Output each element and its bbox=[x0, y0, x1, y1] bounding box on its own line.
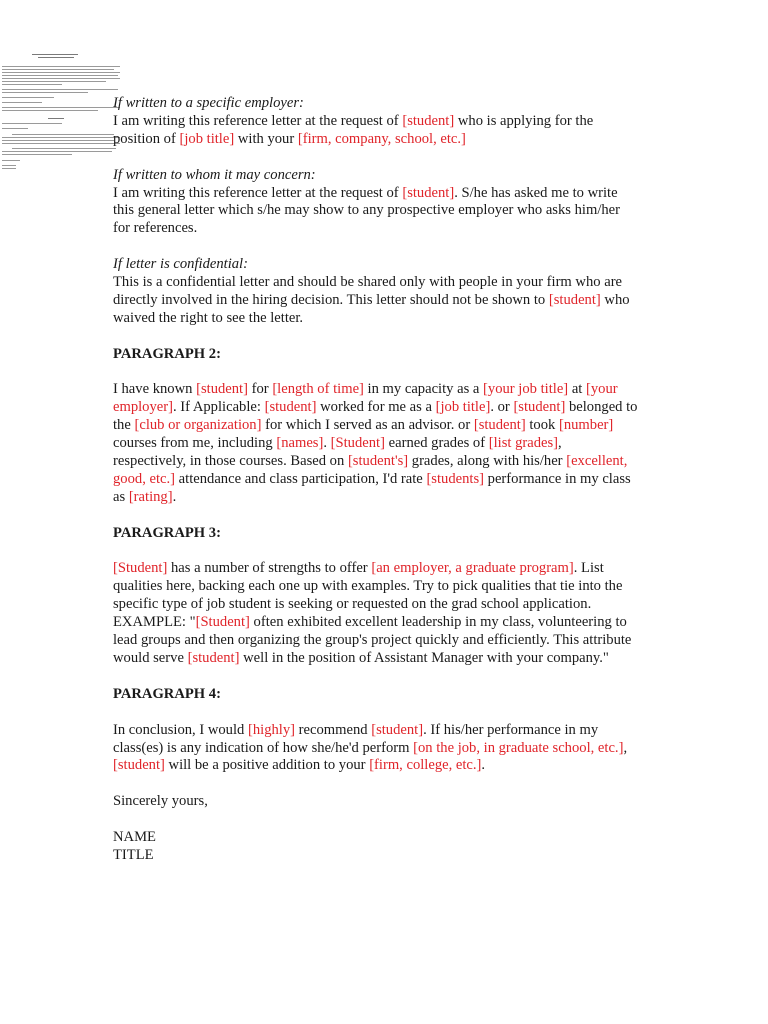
placeholder-text: [student] bbox=[513, 399, 566, 416]
placeholder-text: [Student] bbox=[195, 614, 250, 631]
placeholder-text: [excellent, bbox=[566, 453, 628, 470]
thumbnail-line bbox=[2, 81, 106, 82]
placeholder-text: [firm, company, school, etc.] bbox=[297, 130, 466, 147]
text-line bbox=[113, 578, 673, 596]
body-text: In conclusion, I would bbox=[113, 721, 248, 738]
text-line bbox=[113, 489, 673, 507]
placeholder-text: [your bbox=[586, 381, 618, 398]
text-line bbox=[113, 632, 673, 650]
body-text: courses from me, including bbox=[113, 435, 277, 452]
text-line bbox=[113, 614, 673, 632]
thumbnail-line bbox=[2, 107, 120, 108]
confidential-text bbox=[113, 274, 673, 328]
text-line bbox=[113, 202, 673, 220]
placeholder-text: [an employer, a graduate program] bbox=[371, 560, 574, 577]
text-line bbox=[113, 131, 673, 149]
thumbnail-line bbox=[2, 97, 54, 98]
body-text: will be a positive addition to your bbox=[164, 757, 370, 774]
paragraph-2-text bbox=[113, 381, 673, 506]
thumbnail-line bbox=[2, 72, 120, 73]
body-text: often exhibited excellent leadership in my class, volunteering to bbox=[249, 614, 627, 631]
thumbnail-line bbox=[2, 75, 118, 76]
body-text: who bbox=[600, 291, 630, 308]
body-text: . If Applicable: bbox=[172, 399, 265, 416]
employer-heading: If written to a specific employer: bbox=[113, 95, 304, 111]
thumbnail-line bbox=[2, 89, 118, 90]
thumbnail-line bbox=[2, 137, 120, 138]
thumbnail-line bbox=[2, 168, 16, 169]
body-text: I am writing this reference letter at the request of bbox=[113, 184, 403, 201]
body-text: would serve bbox=[113, 650, 188, 666]
placeholder-text: good, etc.] bbox=[113, 470, 176, 487]
body-text: who is applying for the bbox=[454, 112, 594, 129]
body-text: the bbox=[113, 417, 135, 434]
placeholder-text: [student's] bbox=[347, 453, 409, 470]
thumbnail-line bbox=[2, 66, 120, 67]
placeholder-text: employer] bbox=[113, 399, 173, 416]
confidential-heading: If letter is confidential: bbox=[113, 256, 248, 273]
body-text: . bbox=[323, 435, 331, 452]
placeholder-text: [student] bbox=[402, 112, 455, 129]
body-text: well in the position of Assistant Manager with your company." bbox=[239, 650, 609, 666]
thumbnail-line bbox=[2, 123, 62, 124]
placeholder-text: [rating] bbox=[128, 488, 173, 505]
text-line bbox=[113, 113, 673, 131]
body-text: I have known bbox=[113, 381, 197, 398]
text-line bbox=[113, 292, 673, 310]
body-text: specific type of job student is seeking or requested on the grad school application. bbox=[113, 596, 592, 613]
body-text: took bbox=[525, 417, 559, 434]
thumbnail-line bbox=[12, 148, 116, 149]
body-text: . S/he has asked me to write bbox=[454, 184, 618, 201]
paragraph-2-heading: PARAGRAPH 2: bbox=[113, 345, 221, 362]
placeholder-text: [job title] bbox=[435, 399, 491, 416]
thumbnail-line bbox=[2, 160, 20, 161]
text-line bbox=[113, 453, 673, 471]
thumbnail-line bbox=[2, 154, 72, 155]
text-line bbox=[113, 650, 673, 668]
body-text: in my capacity as a bbox=[363, 381, 484, 398]
body-text: . or bbox=[490, 399, 514, 416]
placeholder-text: [length of time] bbox=[272, 381, 364, 398]
placeholder-text: [job title] bbox=[179, 130, 235, 147]
text-line bbox=[113, 757, 673, 775]
concern-text bbox=[113, 185, 673, 239]
thumbnail-line bbox=[2, 92, 88, 93]
thumbnail-line bbox=[2, 165, 16, 166]
text-line bbox=[113, 740, 673, 758]
body-text: recommend bbox=[295, 721, 372, 738]
body-text: directly involved in the hiring decision. This letter should not be shown to bbox=[113, 291, 549, 308]
body-text: grades, along with his/her bbox=[408, 453, 567, 470]
thumbnail-line bbox=[2, 102, 42, 103]
text-line bbox=[113, 417, 673, 435]
body-text: belonged to bbox=[565, 399, 638, 416]
body-text: for bbox=[247, 381, 273, 398]
text-line bbox=[113, 381, 673, 399]
placeholder-text: [student] bbox=[371, 721, 424, 738]
text-line bbox=[113, 185, 673, 203]
body-text: EXAMPLE: " bbox=[113, 614, 196, 631]
body-text: has a number of strengths to offer bbox=[167, 560, 372, 577]
text-line bbox=[113, 722, 673, 740]
body-text: this general letter which s/he may show to any prospective employer who asks him/her bbox=[113, 202, 621, 219]
thumbnail-line bbox=[38, 57, 74, 58]
paragraph-3-heading: PARAGRAPH 3: bbox=[113, 524, 221, 541]
salutation: Sincerely yours, bbox=[113, 793, 208, 810]
placeholder-text: [your job title] bbox=[483, 381, 569, 398]
body-text: class(es) is any indication of how she/he'd perform bbox=[113, 739, 414, 756]
employer-text bbox=[113, 113, 673, 149]
placeholder-text: [students] bbox=[426, 470, 484, 487]
paragraph-4-text bbox=[113, 722, 673, 776]
body-text: . bbox=[172, 488, 177, 505]
body-text: . List bbox=[573, 560, 604, 577]
body-text: qualities here, backing each one up with examples. Try to pick qualities that tie into the bbox=[113, 578, 623, 595]
body-text: . bbox=[481, 757, 486, 774]
text-line bbox=[113, 471, 673, 489]
body-text: earned grades of bbox=[384, 435, 489, 452]
placeholder-text: [firm, college, etc.] bbox=[369, 757, 482, 774]
placeholder-text: [student] bbox=[548, 291, 601, 308]
placeholder-text: [student] bbox=[402, 184, 455, 201]
body-text: with your bbox=[234, 130, 298, 147]
text-line bbox=[113, 274, 673, 292]
text-line bbox=[113, 399, 673, 417]
placeholder-text: [Student] bbox=[330, 435, 385, 452]
thumbnail-line bbox=[2, 69, 114, 70]
thumbnail-line bbox=[2, 110, 98, 111]
letter-body bbox=[113, 95, 673, 865]
placeholder-text: [highly] bbox=[247, 721, 296, 738]
thumbnail-line bbox=[48, 118, 64, 119]
thumbnail-line bbox=[2, 143, 120, 144]
body-text: for references. bbox=[113, 220, 198, 237]
body-text: , bbox=[558, 435, 562, 452]
thumbnail-line bbox=[2, 128, 28, 129]
body-text: , bbox=[623, 739, 628, 756]
body-text: lead groups and then organizing the group's project quickly and efficiently. This attribute bbox=[113, 632, 632, 649]
thumbnail-line bbox=[32, 54, 78, 55]
body-text: worked for me as a bbox=[316, 399, 436, 416]
page-thumbnail bbox=[2, 52, 120, 174]
placeholder-text: [student] bbox=[113, 757, 165, 774]
body-text: waived the right to see the letter. bbox=[113, 309, 304, 326]
placeholder-text: [Student] bbox=[113, 560, 168, 577]
thumbnail-line bbox=[2, 84, 62, 85]
placeholder-text: [number] bbox=[558, 417, 614, 434]
body-text: at bbox=[568, 381, 587, 398]
thumbnail-line bbox=[12, 134, 114, 135]
placeholder-text: [on the job, in graduate school, etc.] bbox=[413, 739, 624, 756]
placeholder-text: [student] bbox=[196, 381, 248, 398]
placeholder-text: [student] bbox=[187, 650, 240, 666]
body-text: . If his/her performance in my bbox=[423, 721, 599, 738]
placeholder-text: [list grades] bbox=[488, 435, 559, 452]
text-line bbox=[113, 560, 673, 578]
text-line bbox=[113, 596, 673, 614]
placeholder-text: [club or organization] bbox=[134, 417, 262, 434]
body-text: as bbox=[113, 488, 129, 505]
body-text: performance in my class bbox=[484, 470, 631, 487]
thumbnail-line bbox=[2, 140, 114, 141]
body-text: respectively, in those courses. Based on bbox=[113, 453, 348, 470]
paragraph-4-heading: PARAGRAPH 4: bbox=[113, 685, 221, 702]
body-text: I am writing this reference letter at the request of bbox=[113, 112, 403, 129]
body-text: attendance and class participation, I'd rate bbox=[175, 470, 427, 487]
paragraph-3-text bbox=[113, 560, 673, 667]
body-text: position of bbox=[113, 130, 180, 147]
body-text: for which I served as an advisor. or bbox=[261, 417, 474, 434]
text-line bbox=[113, 220, 673, 238]
text-line bbox=[113, 310, 673, 328]
body-text: This is a confidential letter and should be shared only with people in your firm who are bbox=[113, 274, 623, 291]
thumbnail-line bbox=[2, 151, 112, 152]
placeholder-text: [student] bbox=[473, 417, 526, 434]
text-line bbox=[113, 435, 673, 453]
signer-title: TITLE bbox=[113, 846, 154, 863]
thumbnail-line bbox=[2, 78, 120, 79]
placeholder-text: [names] bbox=[276, 435, 324, 452]
placeholder-text: [student] bbox=[264, 399, 317, 416]
concern-heading: If written to whom it may concern: bbox=[113, 166, 316, 183]
signer-name: NAME bbox=[113, 829, 156, 845]
